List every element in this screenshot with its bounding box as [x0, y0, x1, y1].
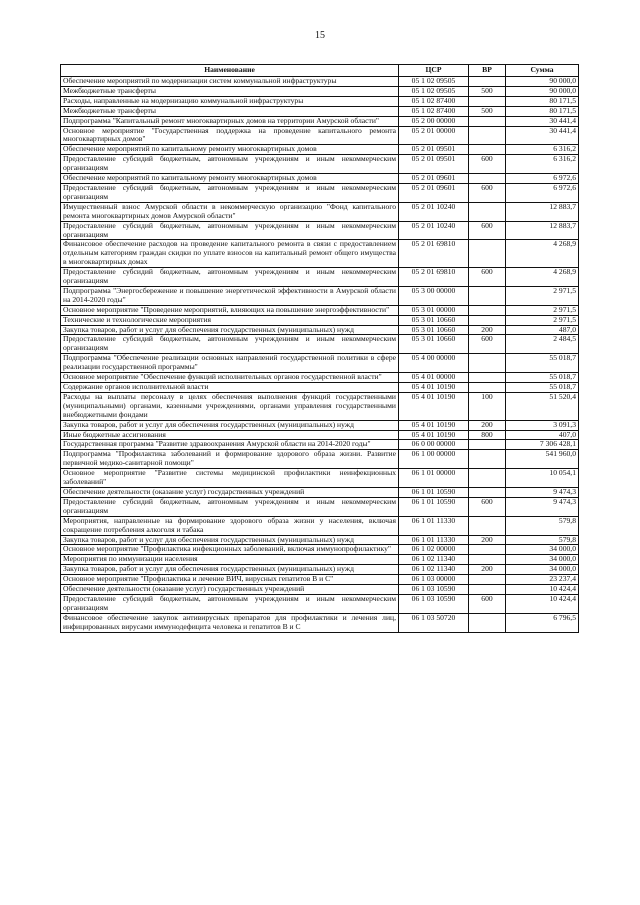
table-row [61, 106, 579, 116]
table-row [61, 126, 579, 145]
table-row [61, 555, 579, 565]
row-csr: 06 1 03 00000 [399, 575, 469, 585]
table-row [61, 613, 579, 632]
row-csr: 06 1 02 00000 [399, 545, 469, 555]
table-row [61, 116, 579, 126]
row-sum: 2 971,5 [506, 315, 579, 325]
row-sum: 34 000,0 [506, 545, 579, 555]
table-row [61, 450, 579, 469]
table-row [61, 96, 579, 106]
row-csr: 05 1 02 87400 [399, 106, 469, 116]
table-row [61, 202, 579, 221]
table-row [61, 516, 579, 535]
table-row [61, 221, 579, 240]
row-csr: 06 1 03 10590 [399, 585, 469, 595]
row-csr: 05 2 00 00000 [399, 116, 469, 126]
row-csr: 05 3 01 00000 [399, 305, 469, 315]
row-vr [469, 305, 506, 315]
row-sum: 579,8 [506, 516, 579, 535]
table-row [61, 268, 579, 287]
row-sum: 9 474,3 [506, 497, 579, 516]
row-vr [469, 469, 506, 488]
row-csr: 05 2 01 09601 [399, 183, 469, 202]
row-name: Основное мероприятие "Профилактика инфекционных заболеваний, включая иммунопрофилактику" [61, 545, 399, 555]
row-vr: 600 [469, 594, 506, 613]
row-name: Основное мероприятие "Профилактика и лечение ВИЧ, вирусных гепатитов В и С" [61, 575, 399, 585]
row-sum: 51 520,4 [506, 392, 579, 420]
row-sum: 6 316,2 [506, 155, 579, 174]
row-sum: 579,8 [506, 535, 579, 545]
row-sum: 3 091,3 [506, 420, 579, 430]
table-row [61, 430, 579, 440]
row-name: Финансовое обеспечение расходов на проведение капитального ремонта в связи с предоставлением отдельным категориям граждан скидки по уплате взносов на капитальный ремонт общего имущества в многоквартирных домах [61, 240, 399, 268]
row-name: Расходы, направленные на модернизацию коммунальной инфраструктуры [61, 96, 399, 106]
row-csr: 05 4 01 00000 [399, 373, 469, 383]
table-row [61, 392, 579, 420]
row-vr [469, 516, 506, 535]
row-name: Обеспечение мероприятий по модернизации систем коммунальной инфраструктуры [61, 77, 399, 87]
row-name: Предоставление субсидий бюджетным, автономным учреждениям и иным некоммерческим организациям [61, 268, 399, 287]
row-vr [469, 96, 506, 106]
row-vr [469, 286, 506, 305]
row-vr [469, 116, 506, 126]
row-name: Предоставление субсидий бюджетным, автономным учреждениям и иным некоммерческим организациям [61, 335, 399, 354]
table-row [61, 155, 579, 174]
row-name: Предоставление субсидий бюджетным, автономным учреждениям и иным некоммерческим организациям [61, 221, 399, 240]
row-name: Финансовое обеспечение закупок антивирусных препаратов для профилактики и лечения лиц, инфицированных вирусами иммунодефицита человека и гепатитов В и С [61, 613, 399, 632]
row-csr: 06 1 01 00000 [399, 469, 469, 488]
row-vr: 100 [469, 392, 506, 420]
row-name: Мероприятия, направленные на формирование здорового образа жизни у населения, включая сокращение потребления алкоголя и табака [61, 516, 399, 535]
row-csr: 05 4 00 00000 [399, 354, 469, 373]
row-sum: 6 972,6 [506, 174, 579, 184]
row-vr: 500 [469, 106, 506, 116]
row-csr: 05 4 01 10190 [399, 392, 469, 420]
row-vr: 600 [469, 221, 506, 240]
table-row [61, 77, 579, 87]
row-vr [469, 240, 506, 268]
row-csr: 05 1 02 87400 [399, 96, 469, 106]
row-sum: 9 474,3 [506, 487, 579, 497]
row-sum: 7 306 428,1 [506, 440, 579, 450]
table-row [61, 325, 579, 335]
row-vr: 200 [469, 565, 506, 575]
table-row [61, 335, 579, 354]
row-csr: 05 2 01 10240 [399, 202, 469, 221]
row-csr: 05 2 01 09501 [399, 155, 469, 174]
row-name: Предоставление субсидий бюджетным, автономным учреждениям и иным некоммерческим организациям [61, 594, 399, 613]
row-csr: 06 1 03 50720 [399, 613, 469, 632]
table-row [61, 145, 579, 155]
row-sum: 30 441,4 [506, 126, 579, 145]
row-sum: 90 000,0 [506, 77, 579, 87]
row-vr: 800 [469, 430, 506, 440]
row-csr: 05 2 01 10240 [399, 221, 469, 240]
row-name: Межбюджетные трансферты [61, 86, 399, 96]
row-sum: 487,0 [506, 325, 579, 335]
row-name: Обеспечение мероприятий по капитальному ремонту многоквартирных домов [61, 145, 399, 155]
row-csr: 05 2 01 69810 [399, 240, 469, 268]
row-name: Предоставление субсидий бюджетным, автономным учреждениям и иным некоммерческим организациям [61, 155, 399, 174]
row-vr [469, 555, 506, 565]
row-vr [469, 354, 506, 373]
row-csr: 05 1 02 09505 [399, 86, 469, 96]
row-sum: 2 971,5 [506, 305, 579, 315]
table-row [61, 469, 579, 488]
row-name: Подпрограмма "Энергосбережение и повышение энергетической эффективности в Амурской области на 2014-2020 годы" [61, 286, 399, 305]
row-vr [469, 373, 506, 383]
row-name: Закупка товаров, работ и услуг для обеспечения государственных (муниципальных) нужд [61, 420, 399, 430]
row-vr: 200 [469, 325, 506, 335]
row-csr: 06 1 01 10590 [399, 497, 469, 516]
row-name: Государственная программа "Развитие здравоохранения Амурской области на 2014-2020 годы" [61, 440, 399, 450]
row-vr [469, 487, 506, 497]
table-row [61, 594, 579, 613]
row-name: Мероприятия по иммунизации населения [61, 555, 399, 565]
row-csr: 05 3 00 00000 [399, 286, 469, 305]
row-vr [469, 613, 506, 632]
table-row [61, 286, 579, 305]
row-csr: 06 1 02 11340 [399, 555, 469, 565]
row-sum: 34 000,0 [506, 555, 579, 565]
row-vr [469, 545, 506, 555]
row-name: Межбюджетные трансферты [61, 106, 399, 116]
header-sum: Сумма [506, 65, 579, 77]
row-sum: 6 972,6 [506, 183, 579, 202]
row-name: Предоставление субсидий бюджетным, автономным учреждениям и иным некоммерческим организациям [61, 497, 399, 516]
table-row [61, 315, 579, 325]
row-name: Закупка товаров, работ и услуг для обеспечения государственных (муниципальных) нужд [61, 325, 399, 335]
table-row [61, 86, 579, 96]
header-vr: ВР [469, 65, 506, 77]
table-row [61, 183, 579, 202]
row-vr: 600 [469, 155, 506, 174]
row-vr [469, 315, 506, 325]
row-csr: 06 1 01 11330 [399, 516, 469, 535]
row-vr: 600 [469, 335, 506, 354]
row-sum: 80 171,5 [506, 96, 579, 106]
header-csr: ЦСР [399, 65, 469, 77]
row-vr: 600 [469, 268, 506, 287]
row-sum: 12 883,7 [506, 221, 579, 240]
row-sum: 4 268,9 [506, 268, 579, 287]
table-row [61, 383, 579, 393]
table-row [61, 575, 579, 585]
table-row [61, 585, 579, 595]
row-sum: 407,0 [506, 430, 579, 440]
row-sum: 2 971,5 [506, 286, 579, 305]
row-csr: 05 4 01 10190 [399, 420, 469, 430]
table-row [61, 420, 579, 430]
row-name: Подпрограмма "Обеспечение реализации основных направлений государственной политики в сфере реализации государственной программы" [61, 354, 399, 373]
table-row [61, 535, 579, 545]
table-row [61, 174, 579, 184]
table-row [61, 545, 579, 555]
row-sum: 2 484,5 [506, 335, 579, 354]
row-sum: 30 441,4 [506, 116, 579, 126]
row-vr [469, 126, 506, 145]
row-vr [469, 145, 506, 155]
row-sum: 55 018,7 [506, 354, 579, 373]
table-row [61, 487, 579, 497]
row-csr: 05 2 01 00000 [399, 126, 469, 145]
row-csr: 05 3 01 10660 [399, 335, 469, 354]
row-name: Содержание органов исполнительной власти [61, 383, 399, 393]
row-sum: 90 000,0 [506, 86, 579, 96]
row-name: Основное мероприятие "Развитие системы медицинской профилактики неинфекционных заболеваний" [61, 469, 399, 488]
table-row [61, 565, 579, 575]
row-csr: 05 1 02 09505 [399, 77, 469, 87]
row-vr [469, 202, 506, 221]
row-csr: 05 4 01 10190 [399, 430, 469, 440]
row-vr [469, 77, 506, 87]
row-name: Основное мероприятие "Государственная поддержка на проведение капитального ремонта многоквартирных домов" [61, 126, 399, 145]
row-csr: 06 1 03 10590 [399, 594, 469, 613]
row-name: Обеспечение деятельности (оказание услуг) государственных учреждений [61, 585, 399, 595]
row-vr [469, 575, 506, 585]
row-csr: 06 1 02 11340 [399, 565, 469, 575]
row-sum: 55 018,7 [506, 373, 579, 383]
row-sum: 6 316,2 [506, 145, 579, 155]
row-vr: 500 [469, 86, 506, 96]
row-csr: 05 2 01 09601 [399, 174, 469, 184]
row-csr: 05 2 01 09501 [399, 145, 469, 155]
row-name: Технические и технологические мероприятия [61, 315, 399, 325]
row-name: Подпрограмма "Профилактика заболеваний и формирование здорового образа жизни. Развитие первичной медико-санитарной помощи" [61, 450, 399, 469]
row-name: Основное мероприятие "Обеспечение функций исполнительных органов государственной власти" [61, 373, 399, 383]
table-body [61, 77, 579, 633]
row-sum: 10 424,4 [506, 585, 579, 595]
row-sum: 23 237,4 [506, 575, 579, 585]
row-csr: 05 3 01 10660 [399, 325, 469, 335]
row-name: Иные бюджетные ассигнования [61, 430, 399, 440]
table-header-row [61, 65, 579, 77]
table-row [61, 373, 579, 383]
header-name: Наименование [61, 65, 399, 77]
row-vr: 200 [469, 535, 506, 545]
row-name: Основное мероприятие "Проведение мероприятий, влияющих на повышение энергоэффективности" [61, 305, 399, 315]
row-sum: 10 424,4 [506, 594, 579, 613]
row-sum: 4 268,9 [506, 240, 579, 268]
row-name: Закупка товаров, работ и услуг для обеспечения государственных (муниципальных) нужд [61, 565, 399, 575]
row-vr: 600 [469, 183, 506, 202]
row-sum: 541 960,0 [506, 450, 579, 469]
table-row [61, 305, 579, 315]
table-row [61, 497, 579, 516]
row-name: Имущественный взнос Амурской области в некоммерческую организацию "Фонд капитального ремонта многоквартирных домов Амурской области" [61, 202, 399, 221]
row-vr [469, 450, 506, 469]
row-csr: 06 0 00 00000 [399, 440, 469, 450]
page-number: 15 [315, 30, 325, 41]
row-vr [469, 383, 506, 393]
row-sum: 10 054,1 [506, 469, 579, 488]
row-vr [469, 174, 506, 184]
row-name: Обеспечение деятельности (оказание услуг) государственных учреждений [61, 487, 399, 497]
row-vr [469, 440, 506, 450]
row-csr: 06 1 01 11330 [399, 535, 469, 545]
table-row [61, 240, 579, 268]
row-name: Обеспечение мероприятий по капитальному ремонту многоквартирных домов [61, 174, 399, 184]
row-sum: 55 018,7 [506, 383, 579, 393]
row-name: Закупка товаров, работ и услуг для обеспечения государственных (муниципальных) нужд [61, 535, 399, 545]
row-csr: 05 3 01 10660 [399, 315, 469, 325]
row-name: Расходы на выплаты персоналу в целях обеспечения выполнения функций государственными (муниципальными) органами, казенными учреждениями, органами управления государственными внебюджетными фондами [61, 392, 399, 420]
row-sum: 80 171,5 [506, 106, 579, 116]
row-csr: 05 4 01 10190 [399, 383, 469, 393]
row-csr: 05 2 01 69810 [399, 268, 469, 287]
row-vr: 600 [469, 497, 506, 516]
row-sum: 34 000,0 [506, 565, 579, 575]
row-name: Предоставление субсидий бюджетным, автономным учреждениям и иным некоммерческим организациям [61, 183, 399, 202]
row-csr: 06 1 00 00000 [399, 450, 469, 469]
table-row [61, 354, 579, 373]
row-sum: 6 796,5 [506, 613, 579, 632]
row-vr [469, 585, 506, 595]
row-vr: 200 [469, 420, 506, 430]
budget-table [60, 64, 579, 633]
row-name: Подпрограмма "Капитальный ремонт многоквартирных домов на территории Амурской области" [61, 116, 399, 126]
table-row [61, 440, 579, 450]
row-csr: 06 1 01 10590 [399, 487, 469, 497]
row-sum: 12 883,7 [506, 202, 579, 221]
